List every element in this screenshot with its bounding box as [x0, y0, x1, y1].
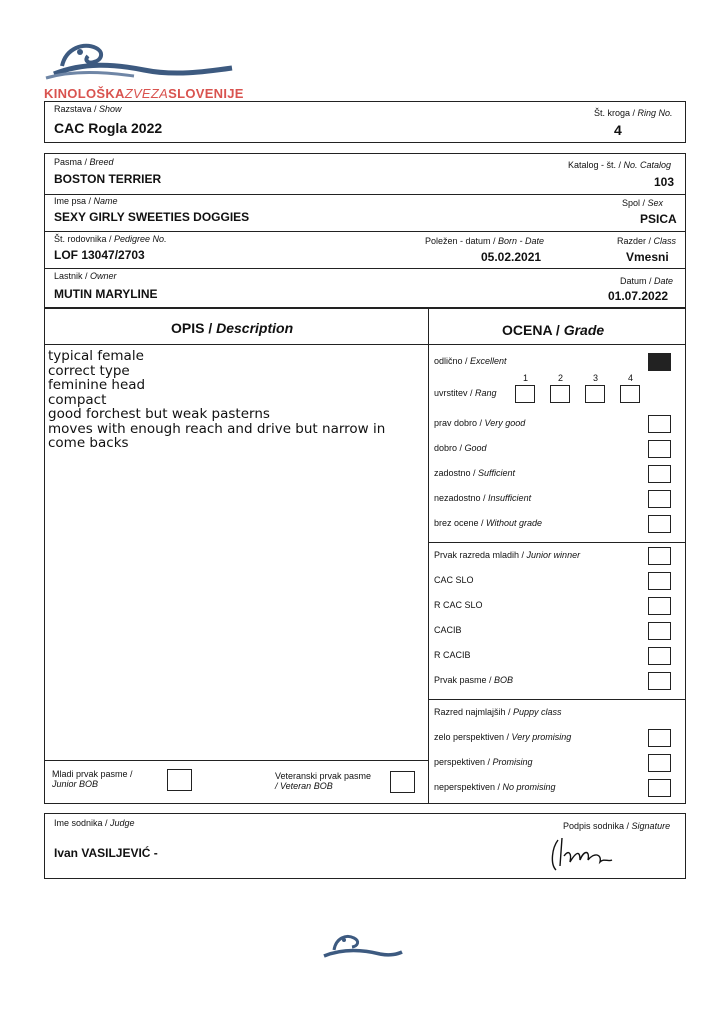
- rank-number: 1: [523, 373, 529, 383]
- description-header: OPIS / Description: [171, 320, 294, 336]
- sex-label: Spol / Sex: [622, 198, 664, 208]
- grade-header: OCENA / Grade: [502, 322, 605, 338]
- puppy-divider: [428, 699, 686, 700]
- date-value: 01.07.2022: [608, 289, 669, 303]
- rank-number: 4: [628, 373, 634, 383]
- dog-head-logo-icon: [44, 38, 234, 82]
- grade-sufficient-checkbox[interactable]: [648, 465, 671, 483]
- grade-good-checkbox[interactable]: [648, 440, 671, 458]
- puppy-class-label: Razred najmlajših / Puppy class: [434, 707, 562, 717]
- organization-name: [44, 86, 244, 101]
- description-line: typical female: [48, 348, 144, 364]
- r-cac-slo-checkbox[interactable]: [648, 597, 671, 615]
- grade-very-good-label: prav dobro / Very good: [434, 418, 526, 428]
- bob-label: Prvak pasme / BOB: [434, 675, 514, 685]
- sex-value: PSICA: [640, 212, 677, 226]
- dog-name-label: Ime psa / Name: [54, 196, 118, 206]
- bob-checkbox[interactable]: [648, 672, 671, 690]
- ring-label: Št. kroga / Ring No.: [594, 108, 673, 118]
- grade-without-checkbox[interactable]: [648, 515, 671, 533]
- org-name-part1: KINOLOŠKA: [44, 86, 125, 101]
- description-line: good forchest but weak pasterns: [48, 406, 270, 422]
- grade-rank-label: uvrstitev / Rang: [434, 388, 497, 398]
- grade-without-label: brez ocene / Without grade: [434, 518, 542, 528]
- org-name-part3: SLOVENIJE: [168, 86, 244, 101]
- cacib-checkbox[interactable]: [648, 622, 671, 640]
- grade-excellent-label: odlično / Excellent: [434, 356, 507, 366]
- divider: [44, 268, 686, 269]
- grade-insufficient-checkbox[interactable]: [648, 490, 671, 508]
- divider: [44, 231, 686, 232]
- rank-1-checkbox[interactable]: [515, 385, 535, 403]
- rank-4-checkbox[interactable]: [620, 385, 640, 403]
- junior-winner-label: Prvak razreda mladih / Junior winner: [434, 550, 581, 560]
- cac-slo-label: CAC SLO: [434, 575, 474, 585]
- veteran-bob-label: Veteranski prvak pasme / Veteran BOB: [275, 771, 372, 791]
- judge-signature: [546, 836, 616, 872]
- catalog-label: Katalog - št. / No. Catalog: [568, 160, 672, 170]
- breed-label: Pasma / Breed: [54, 157, 114, 167]
- r-cacib-label: R CACIB: [434, 650, 471, 660]
- promising-label: perspektiven / Promising: [434, 757, 533, 767]
- owner-value: MUTIN MARYLINE: [54, 287, 158, 301]
- junior-bob-checkbox[interactable]: [167, 769, 192, 791]
- rank-number: 3: [593, 373, 599, 383]
- date-label: Datum / Date: [620, 276, 674, 286]
- description-text: [48, 349, 420, 451]
- divider: [44, 194, 686, 195]
- judge-label: Ime sodnika / Judge: [54, 818, 135, 828]
- grade-sufficient-label: zadostno / Sufficient: [434, 468, 516, 478]
- not-promising-checkbox[interactable]: [648, 779, 671, 797]
- rank-2-checkbox[interactable]: [550, 385, 570, 403]
- show-label: Razstava / Show: [54, 104, 122, 114]
- very-promising-label: zelo perspektiven / Very promising: [434, 732, 572, 742]
- r-cac-slo-label: R CAC SLO: [434, 600, 483, 610]
- grade-good-label: dobro / Good: [434, 443, 487, 453]
- judge-value: Ivan VASILJEVIĆ -: [54, 846, 158, 860]
- signature-label: Podpis sodnika / Signature: [563, 821, 671, 831]
- cac-slo-checkbox[interactable]: [648, 572, 671, 590]
- signature-icon: [546, 836, 616, 872]
- pedigree-value: LOF 13047/2703: [54, 248, 145, 262]
- grade-insufficient-label: nezadostno / Insufficient: [434, 493, 532, 503]
- junior-bob-label: Mladi prvak pasme / Junior BOB: [52, 769, 133, 789]
- ring-value: 4: [614, 122, 622, 138]
- owner-label: Lastnik / Owner: [54, 271, 117, 281]
- organization-logo: [44, 38, 234, 82]
- rank-3-checkbox[interactable]: [585, 385, 605, 403]
- bob-divider: [44, 760, 428, 761]
- class-value: Vmesni: [626, 250, 669, 264]
- not-promising-label: neperspektiven / No promising: [434, 782, 556, 792]
- description-line: feminine head: [48, 377, 146, 393]
- breed-value: BOSTON TERRIER: [54, 172, 162, 186]
- org-name-part2: ZVEZA: [124, 86, 169, 101]
- grade-divider: [428, 542, 686, 543]
- very-promising-checkbox[interactable]: [648, 729, 671, 747]
- footer-logo: [320, 930, 404, 960]
- dog-name-value: SEXY GIRLY SWEETIES DOGGIES: [54, 210, 250, 224]
- show-value: CAC Rogla 2022: [54, 120, 163, 136]
- junior-winner-checkbox[interactable]: [648, 547, 671, 565]
- r-cacib-checkbox[interactable]: [648, 647, 671, 665]
- grade-very-good-checkbox[interactable]: [648, 415, 671, 433]
- veteran-bob-checkbox[interactable]: [390, 771, 415, 793]
- cacib-label: CACIB: [434, 625, 462, 635]
- pedigree-label: Št. rodovnika / Pedigree No.: [54, 234, 167, 244]
- promising-checkbox[interactable]: [648, 754, 671, 772]
- born-date-label: Poležen - datum / Born - Date: [425, 236, 545, 246]
- description-line: moves with enough reach and drive but narrow in come backs: [48, 420, 386, 451]
- catalog-value: 103: [654, 175, 675, 189]
- dog-head-logo-icon: [320, 930, 404, 960]
- rank-number: 2: [558, 373, 564, 383]
- column-divider: [428, 308, 429, 804]
- description-line: correct type: [48, 362, 130, 379]
- description-line: compact: [48, 391, 107, 408]
- header-divider: [44, 344, 686, 345]
- class-label: Razder / Class: [617, 236, 677, 246]
- born-date-value: 05.02.2021: [481, 250, 542, 264]
- grade-excellent-checkbox[interactable]: [648, 353, 671, 371]
